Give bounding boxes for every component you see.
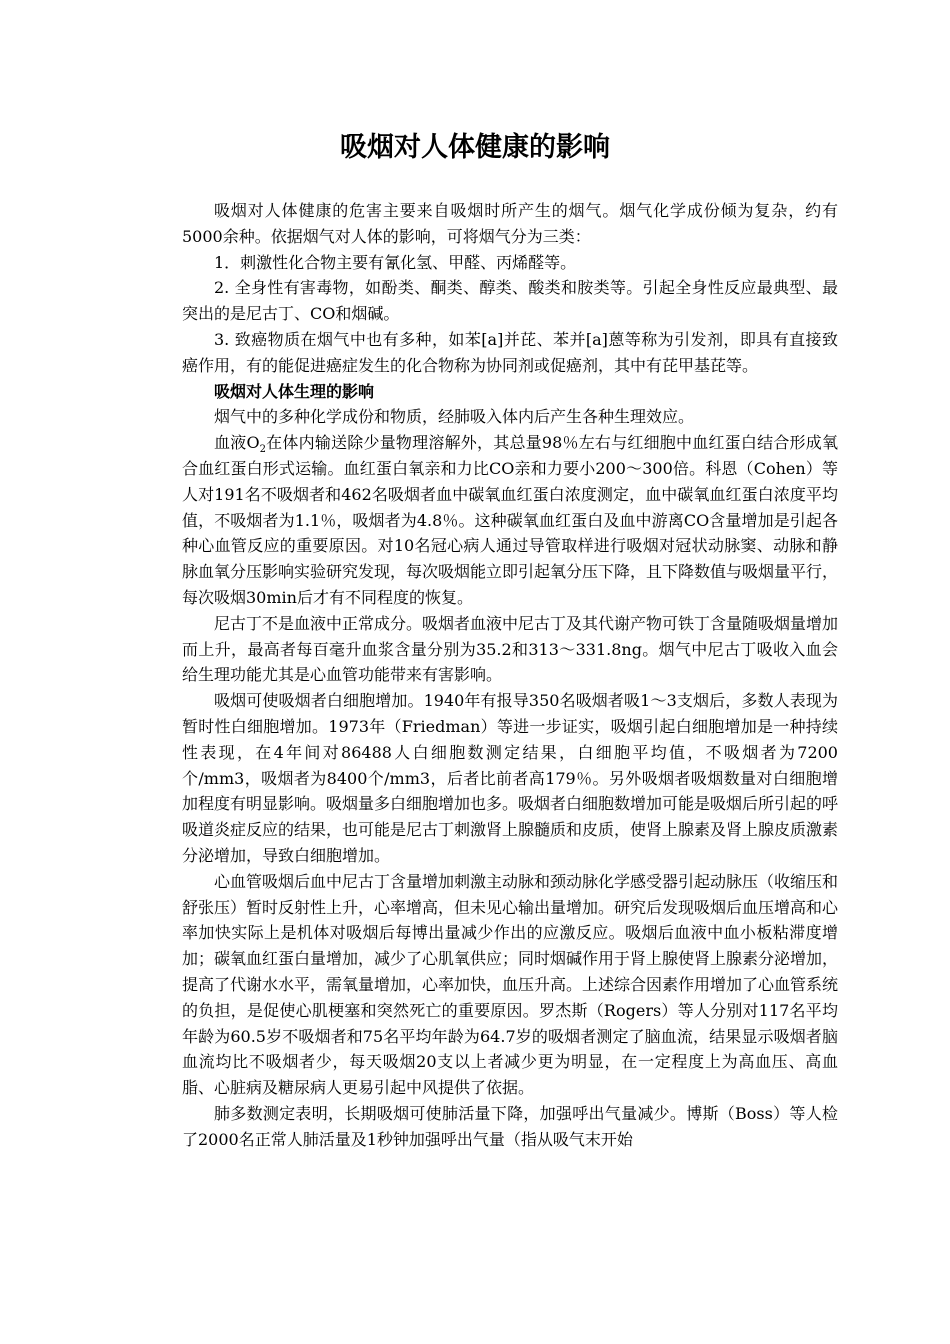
intro-paragraph: 吸烟对人体健康的危害主要来自吸烟时所产生的烟气。烟气化学成份倾为复杂，约有5000余种。依据烟气对人体的影响，可将烟气分为三类：: [182, 201, 838, 246]
list-item-1: 1．刺激性化合物主要有氰化氢、甲醛、丙烯醛等。: [214, 252, 577, 272]
white-blood-cell-paragraph: 吸烟可使吸烟者白细胞增加。1940年有报导350名吸烟者吸1～3支烟后，多数人表现为暂时性白细胞增加。1973年（Friedman）等进一步证实，吸烟引起白细胞增加是一种持续性表现，在4年间对86488人白细胞数测定结果，白细胞平均值，不吸烟者为7200个/mm3，吸烟者为8400个/mm3，后者比前者高179％。另外吸烟者吸烟数量对白细胞增加程度有明显影响。吸烟量多白细胞增加也多。吸烟者白细胞数增加可能是吸烟后所引起的呼吸道炎症反应的结果，也可能是尼古丁刺激肾上腺髓质和皮质，使肾上腺素及肾上腺皮质激素分泌增加，导致白细胞增加。: [182, 691, 839, 865]
effect-paragraph: 烟气中的多种化学成份和物质，经肺吸入体内后产生各种生理效应。: [214, 407, 695, 427]
list-item-3: 3. 致癌物质在烟气中也有多种，如苯[a]并芘、苯并[a]蒽等称为引发剂，即具有直接致癌作用，有的能促进癌症发生的化合物称为协同剂或促癌剂，其中有芘甲基芘等。: [182, 329, 838, 375]
document-title: 吸烟对人体健康的影响: [340, 132, 610, 163]
lung-paragraph: 肺多数测定表明，长期吸烟可使肺活量下降，加强呼出气量减少。博斯（Boss）等人检了2000名正常人肺活量及1秒钟加强呼出气量（指从吸气末开始: [182, 1103, 838, 1149]
subscript-2: 2: [259, 444, 266, 456]
section-heading: 吸烟对人体生理的影响: [214, 381, 375, 401]
document-body: [182, 198, 838, 1152]
blood-paragraph-rest: 在体内输送除少量物理溶解外，其总量98％左右与红细胞中血红蛋白结合形成氧合血红蛋白形式运输。血红蛋白氧亲和力比CO亲和力要小200～300倍。科恩（Cohen）等人对191名不吸烟者和462名吸烟者血中碳氧血红蛋白浓度测定，血中碳氧血红蛋白浓度平均值，不吸烟者为1.1％，吸烟者为4.8％。这种碳氧血红蛋白及血中游离CO含量增加是引起各种心血管反应的重要原因。对10名冠心病人通过导管取样进行吸烟对冠状动脉窦、动脉和静脉血氧分压影响实验研究发现，每次吸烟能立即引起氧分压下降，且下降数值与吸烟量平行，每次吸烟30min后才有不同程度的恢复。: [182, 433, 839, 607]
list-item-2: 2. 全身性有害毒物，如酚类、酮类、醇类、酸类和胺类等。引起全身性反应最典型、最突出的是尼古丁、CO和烟碱。: [182, 278, 838, 324]
blood-paragraph-start: 血液O: [214, 433, 260, 453]
cardiovascular-paragraph: 心血管吸烟后血中尼古丁含量增加刺激主动脉和颈动脉化学感受器引起动脉压（收缩压和舒张压）暂时反射性上升，心率增高，但未见心输出量增加。研究后发现吸烟后血压增高和心率加快实际上是机体对吸烟后每博出量减少作出的应激反应。吸烟后血液中血小板粘滞度增加；碳氧血红蛋白量增加，减少了心肌氧供应；同时烟碱作用于肾上腺使肾上腺素分泌增加，提高了代谢水水平，需氧量增加，心率加快，血压升高。上述综合因素作用增加了心血管系统的负担，是促使心肌梗塞和突然死亡的重要原因。罗杰斯（Rogers）等人分别对117名平均年龄为60.5岁不吸烟者和75名平均年龄为64.7岁的吸烟者测定了脑血流，结果显示吸烟者脑血流均比不吸烟者少，每天吸烟20支以上者减少更为明显，在一定程度上为高血压、高血脂、心脏病及糖尿病人更易引起中风提供了依据。: [182, 871, 839, 1098]
nicotine-paragraph: 尼古丁不是血液中正常成分。吸烟者血液中尼古丁及其代谢产物可铁丁含量随吸烟量增加而上升，最高者每百毫升血浆含量分别为35.2和313～331.8ng。烟气中尼古丁吸收入血会给生理功能尤其是心血管功能带来有害影响。: [182, 613, 839, 685]
blood-oxygen-paragraph: [182, 430, 838, 611]
